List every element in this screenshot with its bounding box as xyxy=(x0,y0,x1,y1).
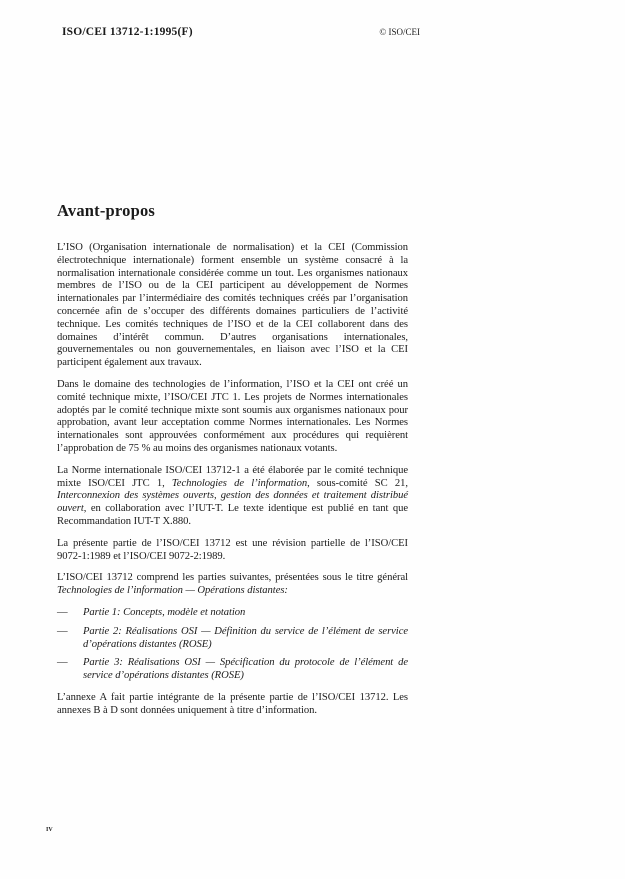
italic-text-run: Partie 3: Réalisations OSI — Spécification du protocole de l’élément de service d’opérations distantes (ROSE) xyxy=(83,657,408,682)
text-run: L’ISO/CEI 13712 comprend les parties suivantes, présentées sous le titre général xyxy=(57,572,408,584)
text-run: L’ISO (Organisation internationale de normalisation) et la CEI (Commission électrotechnique internationale) forment ensemble un système consacré à la normalisation internationale considérée comme un tout. Les organismes nationaux membres de l’ISO ou de la CEI participent au développement de Normes internationales par l’intermédiaire des comités techniques créés par l’organisation concernée afin de s’occuper des différents domaines particuliers de l’activité technique. Les comités techniques de l’ISO et de la CEI collaborent dans des domaines d’intérêt commun. D’autres organisations internationales, gouvernementales ou non gouvernementales, en liaison avec l’ISO et la CEI participent également aux travaux. xyxy=(57,242,408,369)
text-run: , en collaboration avec l’IUT-T. Le texte identique est publié en tant que Recommandation IUT-T X.880. xyxy=(57,503,408,527)
text-run: Dans le domaine des technologies de l’information, l’ISO et la CEI ont créé un comité technique mixte, l’ISO/CEI JTC 1. Les projets de Normes internationales adoptés par le comité technique mixte sont soumis aux organismes nationaux pour approbation, avant leur acceptation comme Normes internationales. Les Normes internationales sont approuvées conformément aux procédures qui requièrent l’approbation de 75 % au moins des organismes nationaux votants. xyxy=(57,378,408,454)
list-item-dash: — xyxy=(57,606,68,618)
closing-paragraph xyxy=(57,692,408,718)
document-reference: ISO/CEI 13712-1:1995(F) xyxy=(62,26,193,38)
text-run: La Norme internationale ISO/CEI 13712-1 a été élaborée par le comité technique mixte ISO/CEI JTC 1, xyxy=(57,464,408,489)
list-item-dash: — xyxy=(57,657,68,669)
page-title: Avant-propos xyxy=(57,201,156,220)
italic-text-run: Technologies de l’information — Opérations distantes: xyxy=(57,585,288,597)
italic-text-run: Partie 2: Réalisations OSI — Définition du service de l’élément de service d’opérations distantes (ROSE) xyxy=(83,625,408,650)
paragraph xyxy=(57,538,408,564)
list-item xyxy=(57,607,408,620)
list-item-text xyxy=(83,657,408,683)
list-item-text xyxy=(83,626,408,652)
italic-text-run: Partie 1: Concepts, modèle et notation xyxy=(83,606,246,618)
text-run: , sous-comité SC 21, xyxy=(307,477,408,489)
parts-list xyxy=(57,607,408,683)
list-item xyxy=(57,657,408,683)
list-item xyxy=(57,626,408,652)
paragraph xyxy=(57,379,408,456)
page-header xyxy=(62,26,420,38)
italic-text-run: Technologies de l’information xyxy=(171,477,308,489)
paragraph xyxy=(57,465,408,529)
page-content xyxy=(57,201,408,727)
foreword-paragraphs xyxy=(57,242,408,598)
text-run: La présente partie de l’ISO/CEI 13712 est une révision partielle de l’ISO/CEI 9072-1:1989 et l’ISO/CEI 9072-2:1989. xyxy=(57,537,408,562)
paragraph xyxy=(57,572,408,598)
paragraph xyxy=(57,242,408,370)
copyright-notice: © ISO/CEI xyxy=(379,27,420,37)
page-number: iv xyxy=(46,823,53,833)
italic-text-run: Interconnexion des systèmes ouverts, gestion des données et traitement distribué ouvert xyxy=(57,490,408,515)
list-item-text xyxy=(83,607,408,620)
list-item-dash: — xyxy=(57,625,68,637)
text-run: L’annexe A fait partie intégrante de la présente partie de l’ISO/CEI 13712. Les annexes B à D sont données uniquement à titre d’information. xyxy=(57,691,408,716)
